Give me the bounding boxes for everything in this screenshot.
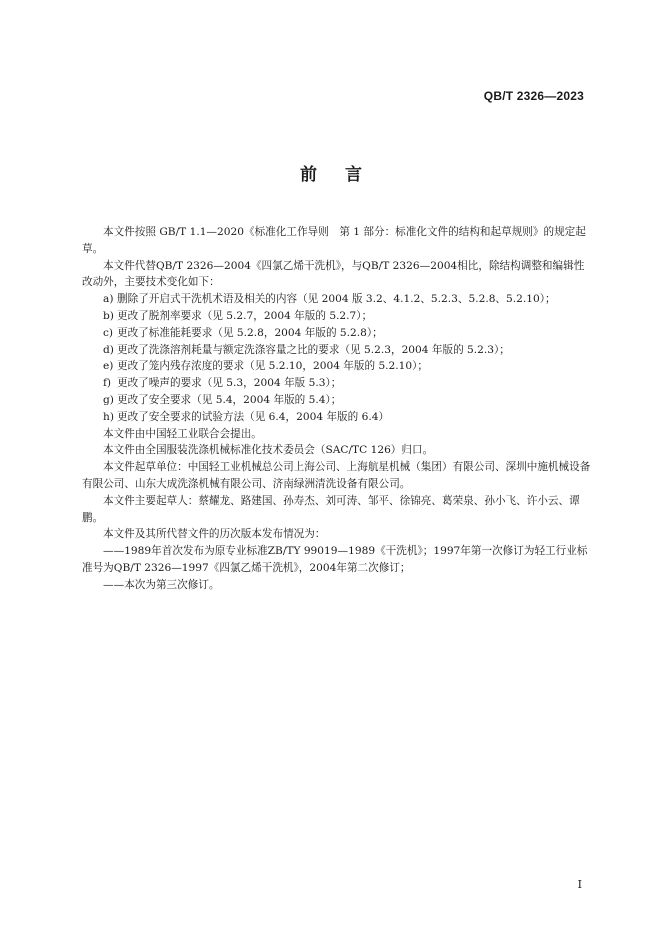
page-title (0, 160, 662, 185)
paragraph-proposer: 本文件由中国轻工业联合会提出。 (103, 427, 262, 440)
list-item-text: 更改了笼内残存浓度的要求（见 5.2.10，2004 年版的 5.2.10）； (117, 360, 429, 373)
paragraph-drafting-rules: 本文件按照 GB/T 1.1—2020《标准化工作导则 第 1 部分：标准化文件的结构和起草规则》的规定起草。 (82, 226, 586, 255)
list-item (103, 342, 592, 359)
paragraph-drafters: 本文件主要起草人：蔡耀龙、路建国、孙寿杰、刘可涛、邹平、徐锦亮、葛荣泉、孙小飞、许小云、谭鹏。 (82, 494, 580, 524)
list-item (103, 392, 592, 409)
paragraph-committee: 本文件由全国服装洗涤机械标准化技术委员会（SAC/TC 126）归口。 (103, 444, 434, 457)
list-item (103, 409, 592, 426)
list-item-text: 更改了噪声的要求（见 5.3，2004 年版 5.3）； (117, 377, 342, 390)
list-marker: c) (103, 326, 114, 339)
list-item (103, 358, 592, 375)
standard-code: QB/T 2326—2023 (483, 89, 584, 103)
list-item-text: 更改了洗涤溶剂耗量与额定洗涤容量之比的要求（见 5.2.3，2004 年版的 5.2.3）； (117, 343, 510, 356)
paragraph-history-intro: 本文件及其所代替文件的历次版本发布情况为： (103, 528, 326, 541)
list-marker: h) (103, 410, 114, 423)
list-item (103, 325, 592, 342)
list-item-text: 删除了开启式干洗机术语及相关的内容（见 2004 版 3.2、4.1.2、5.2.3、5.2.8、5.2.10）； (117, 293, 556, 306)
list-item-text: 更改了安全要求（见 5.4，2004 年版的 5.4）； (117, 393, 342, 406)
title-char-1: 前 (300, 165, 317, 185)
list-marker: e) (103, 360, 114, 373)
list-item-text: 更改了标准能耗要求（见 5.2.8，2004 年版的 5.2.8）； (117, 326, 383, 339)
list-marker: f) (103, 377, 112, 390)
page-number: I (577, 878, 582, 891)
list-marker: g) (103, 393, 114, 406)
paragraph-drafting-units: 本文件起草单位：中国轻工业机械总公司上海公司、上海航星机械（集团）有限公司、深圳中施机械设备有限公司、山东大成洗涤机械有限公司、济南绿洲清洗设备有限公司。 (82, 461, 591, 490)
history-item: ——本次为第三次修订。 (103, 578, 220, 591)
history-item: ——1989年首次发布为原专业标准ZB/TY 99019—1989《干洗机》；1997年第一次修订为轻工行业标准号为QB/T 2326—1997《四氯乙烯干洗机》，2004年第二次修订； (82, 545, 588, 574)
document-body (82, 224, 592, 594)
list-item (103, 291, 592, 308)
list-item (103, 308, 592, 325)
list-marker: d) (103, 343, 114, 356)
list-marker: a) (103, 293, 114, 306)
list-item (103, 375, 592, 392)
paragraph-replacement: 本文件代替QB/T 2326—2004《四氯乙烯干洗机》，与QB/T 2326—2004相比，除结构调整和编辑性改动外，主要技术变化如下： (82, 259, 585, 289)
list-item-text: 更改了安全要求的试验方法（见 6.4，2004 年版的 6.4） (117, 410, 390, 423)
list-marker: b) (103, 309, 114, 322)
title-char-2: 言 (345, 165, 362, 185)
list-item-text: 更改了脱剂率要求（见 5.2.7，2004 年版的 5.2.7）； (117, 309, 373, 322)
changes-list (82, 291, 592, 425)
